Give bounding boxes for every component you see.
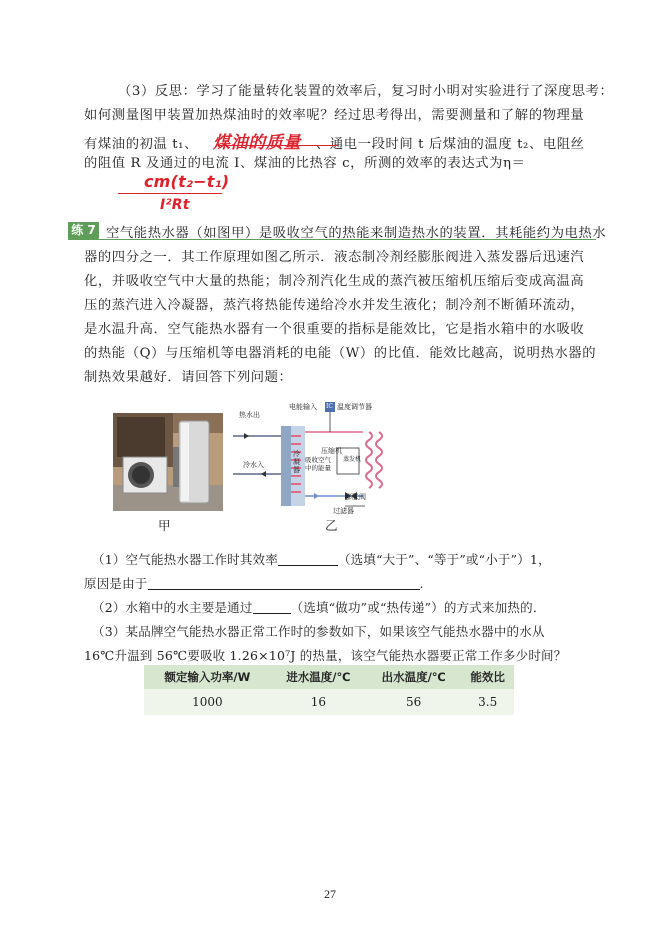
reflection-line-1: （3）反思：学习了能量转化装置的效率后，复习时小明对实验进行了深度思考： xyxy=(118,84,614,99)
label-temp-controller: 温度调节器 xyxy=(337,403,372,411)
question-2a-text: （2）水箱中的水主要是通过 xyxy=(92,600,253,615)
table-cell-power: 1000 xyxy=(144,689,271,715)
question-3-line-1: （3）某品牌空气能热水器正常工作时的参数如下，如果该空气能热水器中的水从 xyxy=(92,624,545,639)
label-evaporator: 蒸发机 xyxy=(343,456,362,463)
answer-blank-q2[interactable] xyxy=(253,601,291,614)
question-1b-text: （选填“大于”、“等于”或“小于”）1， xyxy=(337,552,551,567)
handwritten-fraction-numerator: cm(t₂−t₁) xyxy=(144,172,230,191)
spec-table xyxy=(144,665,514,715)
answer-blank-q1-reason[interactable] xyxy=(148,577,420,590)
table-header-outlet-temp: 出水温度/℃ xyxy=(366,665,461,689)
working-principle-diagram xyxy=(233,396,403,516)
reflection-line-3a: 有煤油的初温 t₁、 xyxy=(84,137,198,152)
exercise-line-1: 空气能热水器（如图甲）是吸收空气的热能来制造热水的装置．其耗能约为电热水 xyxy=(106,226,607,241)
table-header-power: 额定输入功率/W xyxy=(144,665,271,689)
label-hot-water-out: 热水出 xyxy=(239,411,260,419)
page-number: 27 xyxy=(324,887,336,901)
figure-label-yi: 乙 xyxy=(325,518,338,533)
exercise-tag: 练 7 xyxy=(68,222,99,239)
fraction-bar xyxy=(118,193,222,194)
question-1-line-2: 原因是由于 . xyxy=(84,576,424,591)
label-expansion-valve: 膨胀阀 xyxy=(345,493,366,501)
heat-pump-photo xyxy=(113,413,223,511)
table-header-inlet-temp: 进水温度/℃ xyxy=(271,665,366,689)
label-cold-water-in: 冷水入 xyxy=(243,461,264,469)
answer-underline-mass xyxy=(218,145,338,146)
exercise-line-4: 压的蒸汽进入冷凝器，蒸汽将热能传递给冷水并发生液化；制冷剂不断循环流动， xyxy=(84,298,585,313)
handwritten-fraction-denominator: I²Rt xyxy=(160,197,190,213)
label-condenser: 冷凝器 xyxy=(293,450,300,474)
reflection-line-3b: 、通电一段时间 t 后煤油的温度 t₂、电阻丝 xyxy=(315,137,585,152)
reflection-line-3 xyxy=(84,128,585,153)
question-1c-text: 原因是由于 xyxy=(84,576,148,591)
label-absorb-energy: 吸收空气中的能量 xyxy=(305,456,331,472)
label-compressor: 压缩机 xyxy=(321,447,342,455)
reflection-line-4: 的阻值 R 及通过的电流 I、煤油的比热容 c，所测的效率的表达式为η＝ xyxy=(84,156,526,171)
exercise-line-3: 化，并吸收空气中大量的热能；制冷剂汽化生成的蒸汽被压缩机压缩后变成高温高 xyxy=(84,274,585,289)
label-ic: IC xyxy=(326,403,333,410)
exercise-line-6: 的热能（Q）与压缩机等电器消耗的电能（W）的比值．能效比越高，说明热水器的 xyxy=(84,346,597,361)
table-cell-outlet-temp: 56 xyxy=(366,689,461,715)
exercise-line-2: 器的四分之一．其工作原理如图乙所示．液态制冷剂经膨胀阀进入蒸发器后迅速汽 xyxy=(84,250,585,265)
question-2-line xyxy=(92,598,546,616)
table-cell-efficiency-ratio: 3.5 xyxy=(461,689,514,715)
handwritten-answer-mass: 煤油的质量 xyxy=(212,133,301,153)
exercise-line-7: 制热效果越好．请回答下列问题： xyxy=(84,370,293,385)
question-1a-text: （1）空气能热水器工作时其效率 xyxy=(92,552,278,567)
exercise-line-5: 是水温升高．空气能热水器有一个很重要的指标是能效比，它是指水箱中的水吸收 xyxy=(84,322,585,337)
label-filter: 过滤器 xyxy=(333,507,354,515)
question-2b-text: （选填“做功”或“热传递”）的方式来加热的． xyxy=(290,600,546,615)
table-cell-inlet-temp: 16 xyxy=(271,689,366,715)
question-3-line-2: 16℃升温到 56℃要吸收 1.26×10⁷J 的热量，该空气能热水器要正常工作多少时间？ xyxy=(84,648,567,663)
table-row xyxy=(144,689,514,715)
table-header-efficiency-ratio: 能效比 xyxy=(461,665,514,689)
answer-blank-q1[interactable] xyxy=(278,553,338,566)
label-power-input: 电能输入 xyxy=(289,403,317,411)
reflection-line-2: 如何测量图甲装置加热煤油时的效率呢？经过思考得出，需要测量和了解的物理量 xyxy=(84,108,585,123)
question-1-line-1 xyxy=(92,550,551,568)
figure-label-jia: 甲 xyxy=(158,518,171,533)
